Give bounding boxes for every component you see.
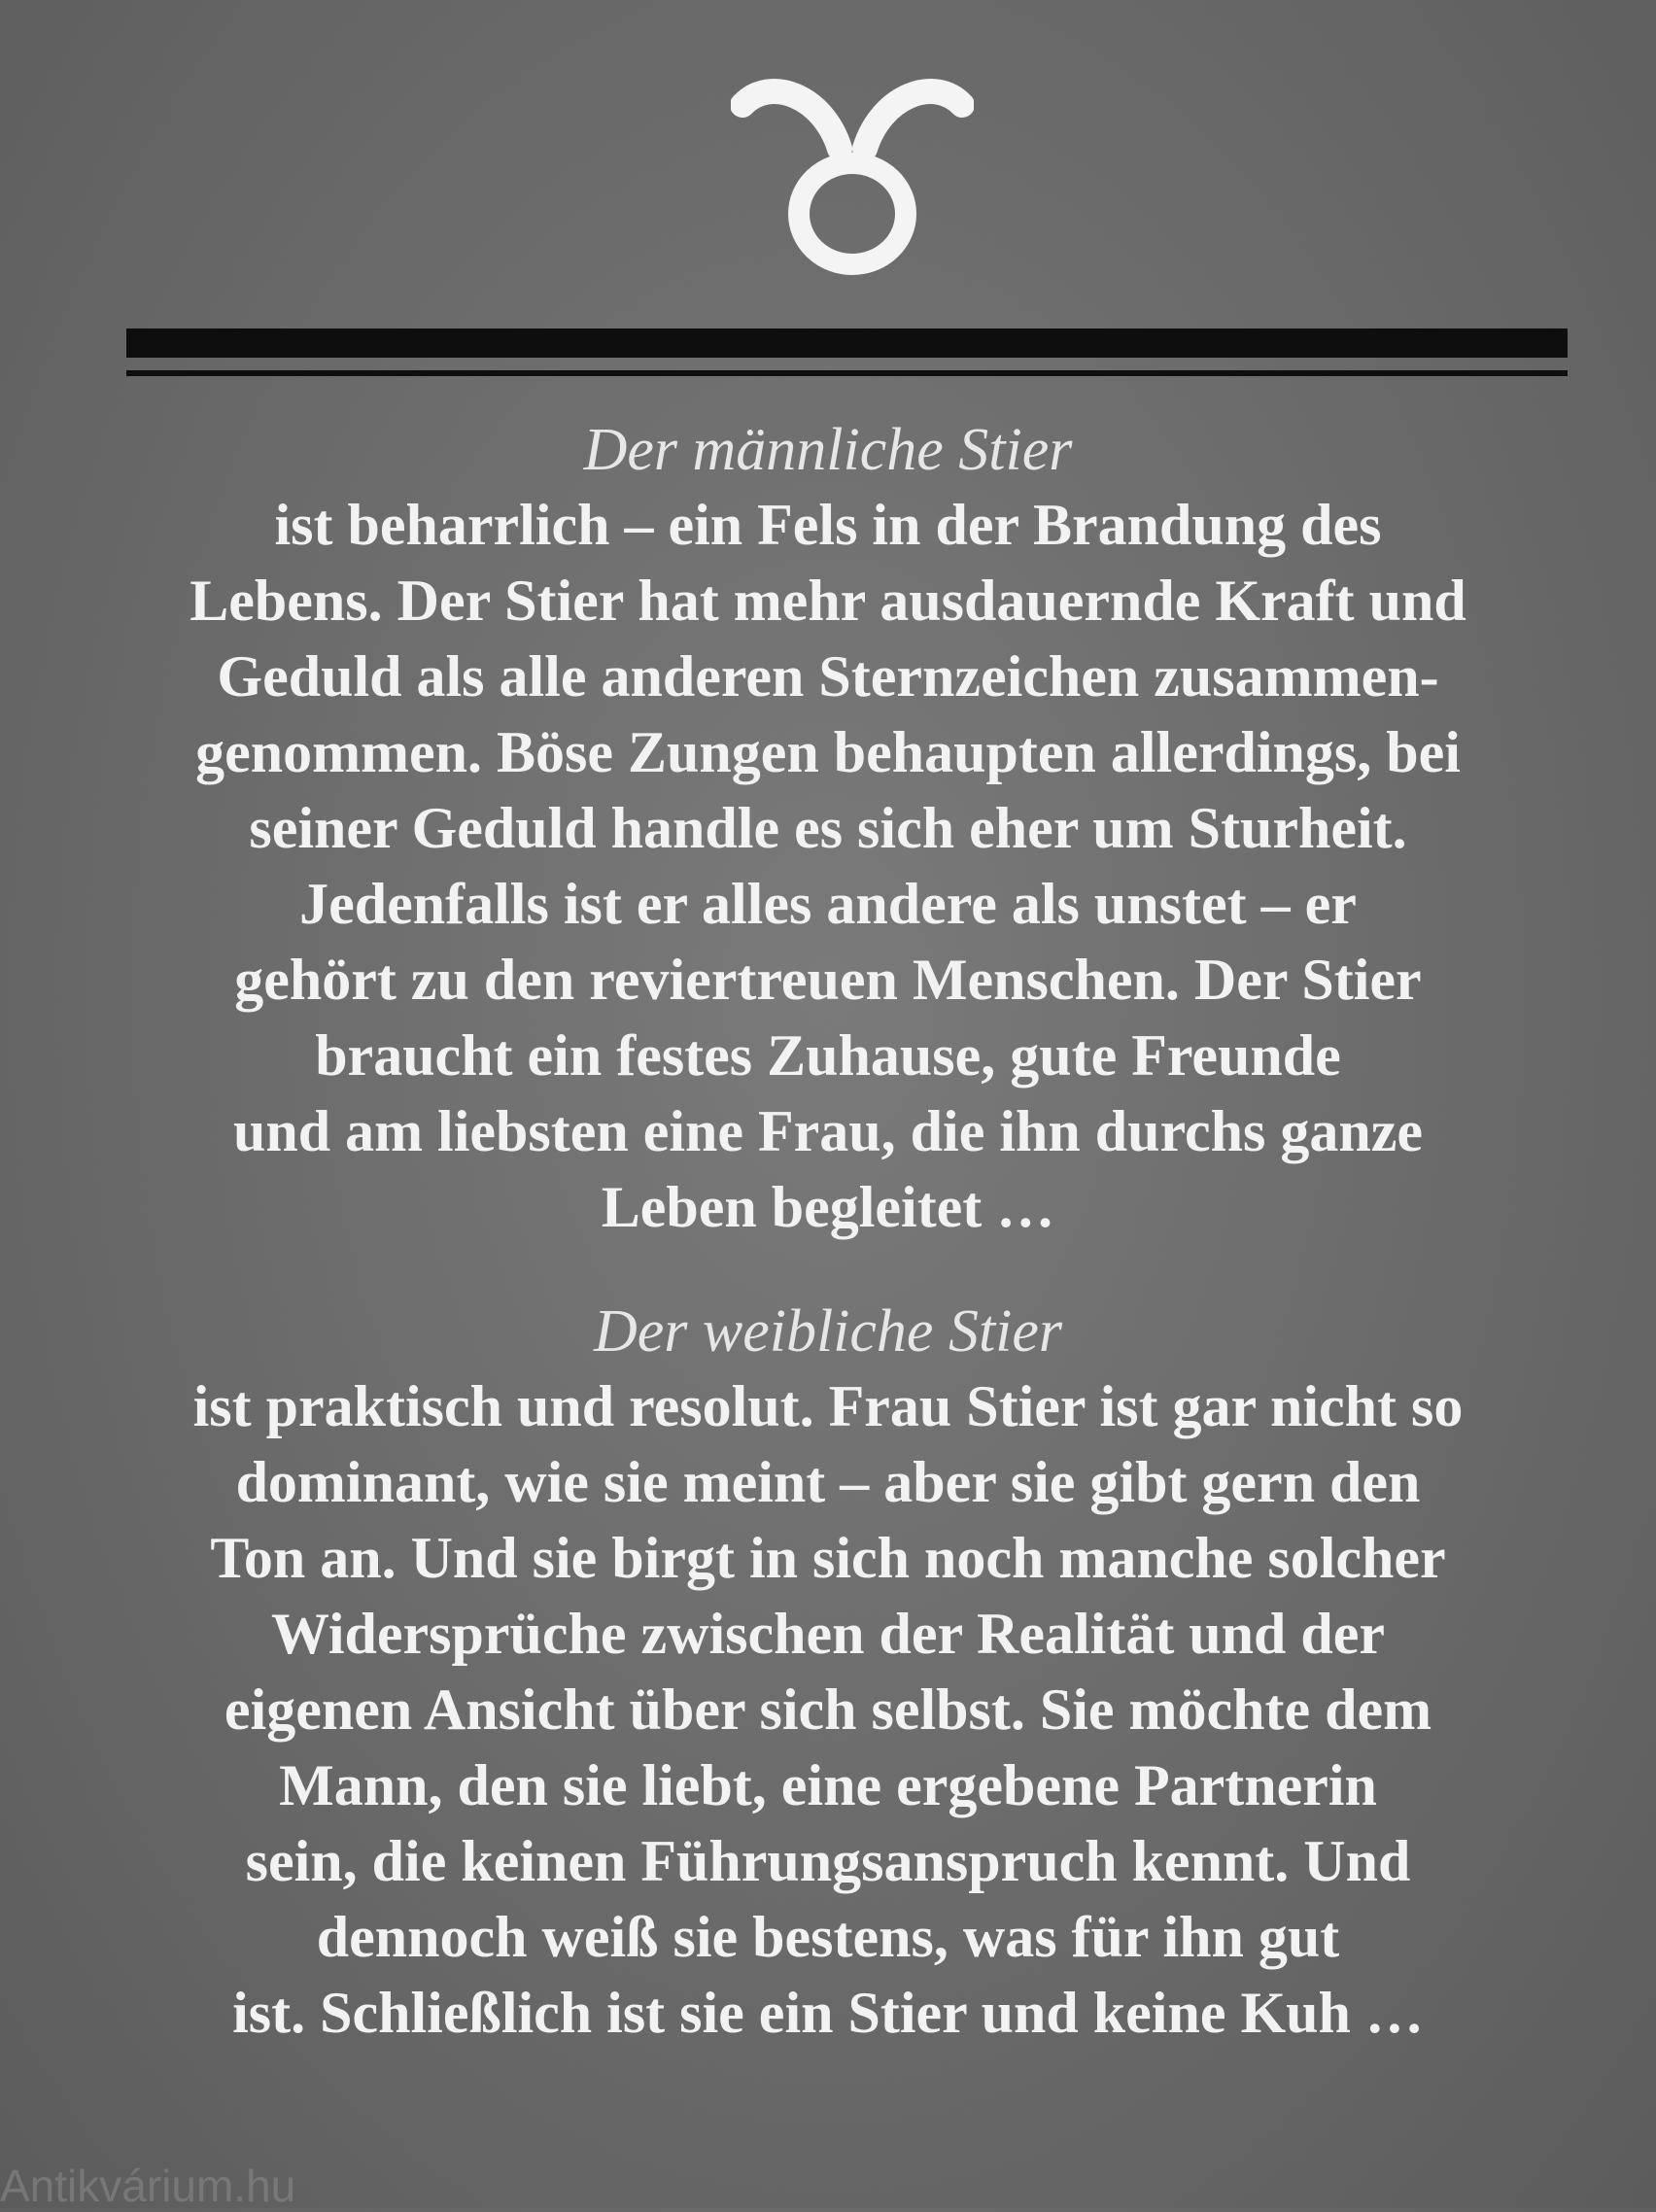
female-taurus-section xyxy=(107,1295,1549,2051)
male-text-line: Leben begleitet … xyxy=(601,1175,1055,1239)
divider-thin xyxy=(126,370,1568,376)
female-text-line: sein, die keinen Führungsanspruch kennt. Und xyxy=(245,1829,1411,1893)
female-text-line: eigenen Ansicht über sich selbst. Sie möchte dem xyxy=(224,1677,1432,1742)
male-text-line: und am liebsten eine Frau, die ihn durchs ganze xyxy=(232,1099,1424,1163)
male-text-line: gehört zu den reviertreuen Menschen. Der Stier xyxy=(234,948,1422,1012)
male-taurus-heading: Der männliche Stier xyxy=(583,417,1073,483)
female-taurus-heading: Der weibliche Stier xyxy=(593,1298,1063,1365)
watermark: Antikvárium.hu xyxy=(0,2160,296,2211)
male-taurus-section xyxy=(107,413,1549,1245)
female-text-line: Widersprüche zwischen der Realität und der xyxy=(270,1602,1386,1666)
female-text-line: Mann, den sie liebt, eine ergebene Partnerin xyxy=(279,1753,1377,1817)
taurus-zodiac-icon xyxy=(731,76,974,280)
female-text-line: ist. Schließlich ist sie ein Stier und keine Kuh … xyxy=(232,1981,1424,2045)
male-text-line: ist beharrlich – ein Fels in der Brandung des xyxy=(274,493,1382,557)
female-text-line: dominant, wie sie meint – aber sie gibt gern den xyxy=(235,1450,1421,1514)
male-text-line: seiner Geduld handle es sich eher um Sturheit. xyxy=(249,796,1407,860)
divider-thick xyxy=(126,328,1568,358)
male-text-line: Lebens. Der Stier hat mehr ausdauernde Kraft und xyxy=(190,569,1466,633)
female-text-line: Ton an. Und sie birgt in sich noch manche solcher xyxy=(210,1526,1446,1590)
male-text-line: braucht ein festes Zuhause, gute Freunde xyxy=(315,1023,1341,1088)
male-text-line: Geduld als alle anderen Sternzeichen zusammen- xyxy=(217,644,1439,709)
female-text-line: ist praktisch und resolut. Frau Stier ist gar nicht so xyxy=(192,1374,1464,1438)
male-text-line: genommen. Böse Zungen behaupten allerdings, bei xyxy=(195,720,1461,784)
male-text-line: Jedenfalls ist er alles andere als unstet – er xyxy=(299,872,1357,936)
female-text-line: dennoch weiß sie bestens, was für ihn gut xyxy=(316,1905,1340,1969)
